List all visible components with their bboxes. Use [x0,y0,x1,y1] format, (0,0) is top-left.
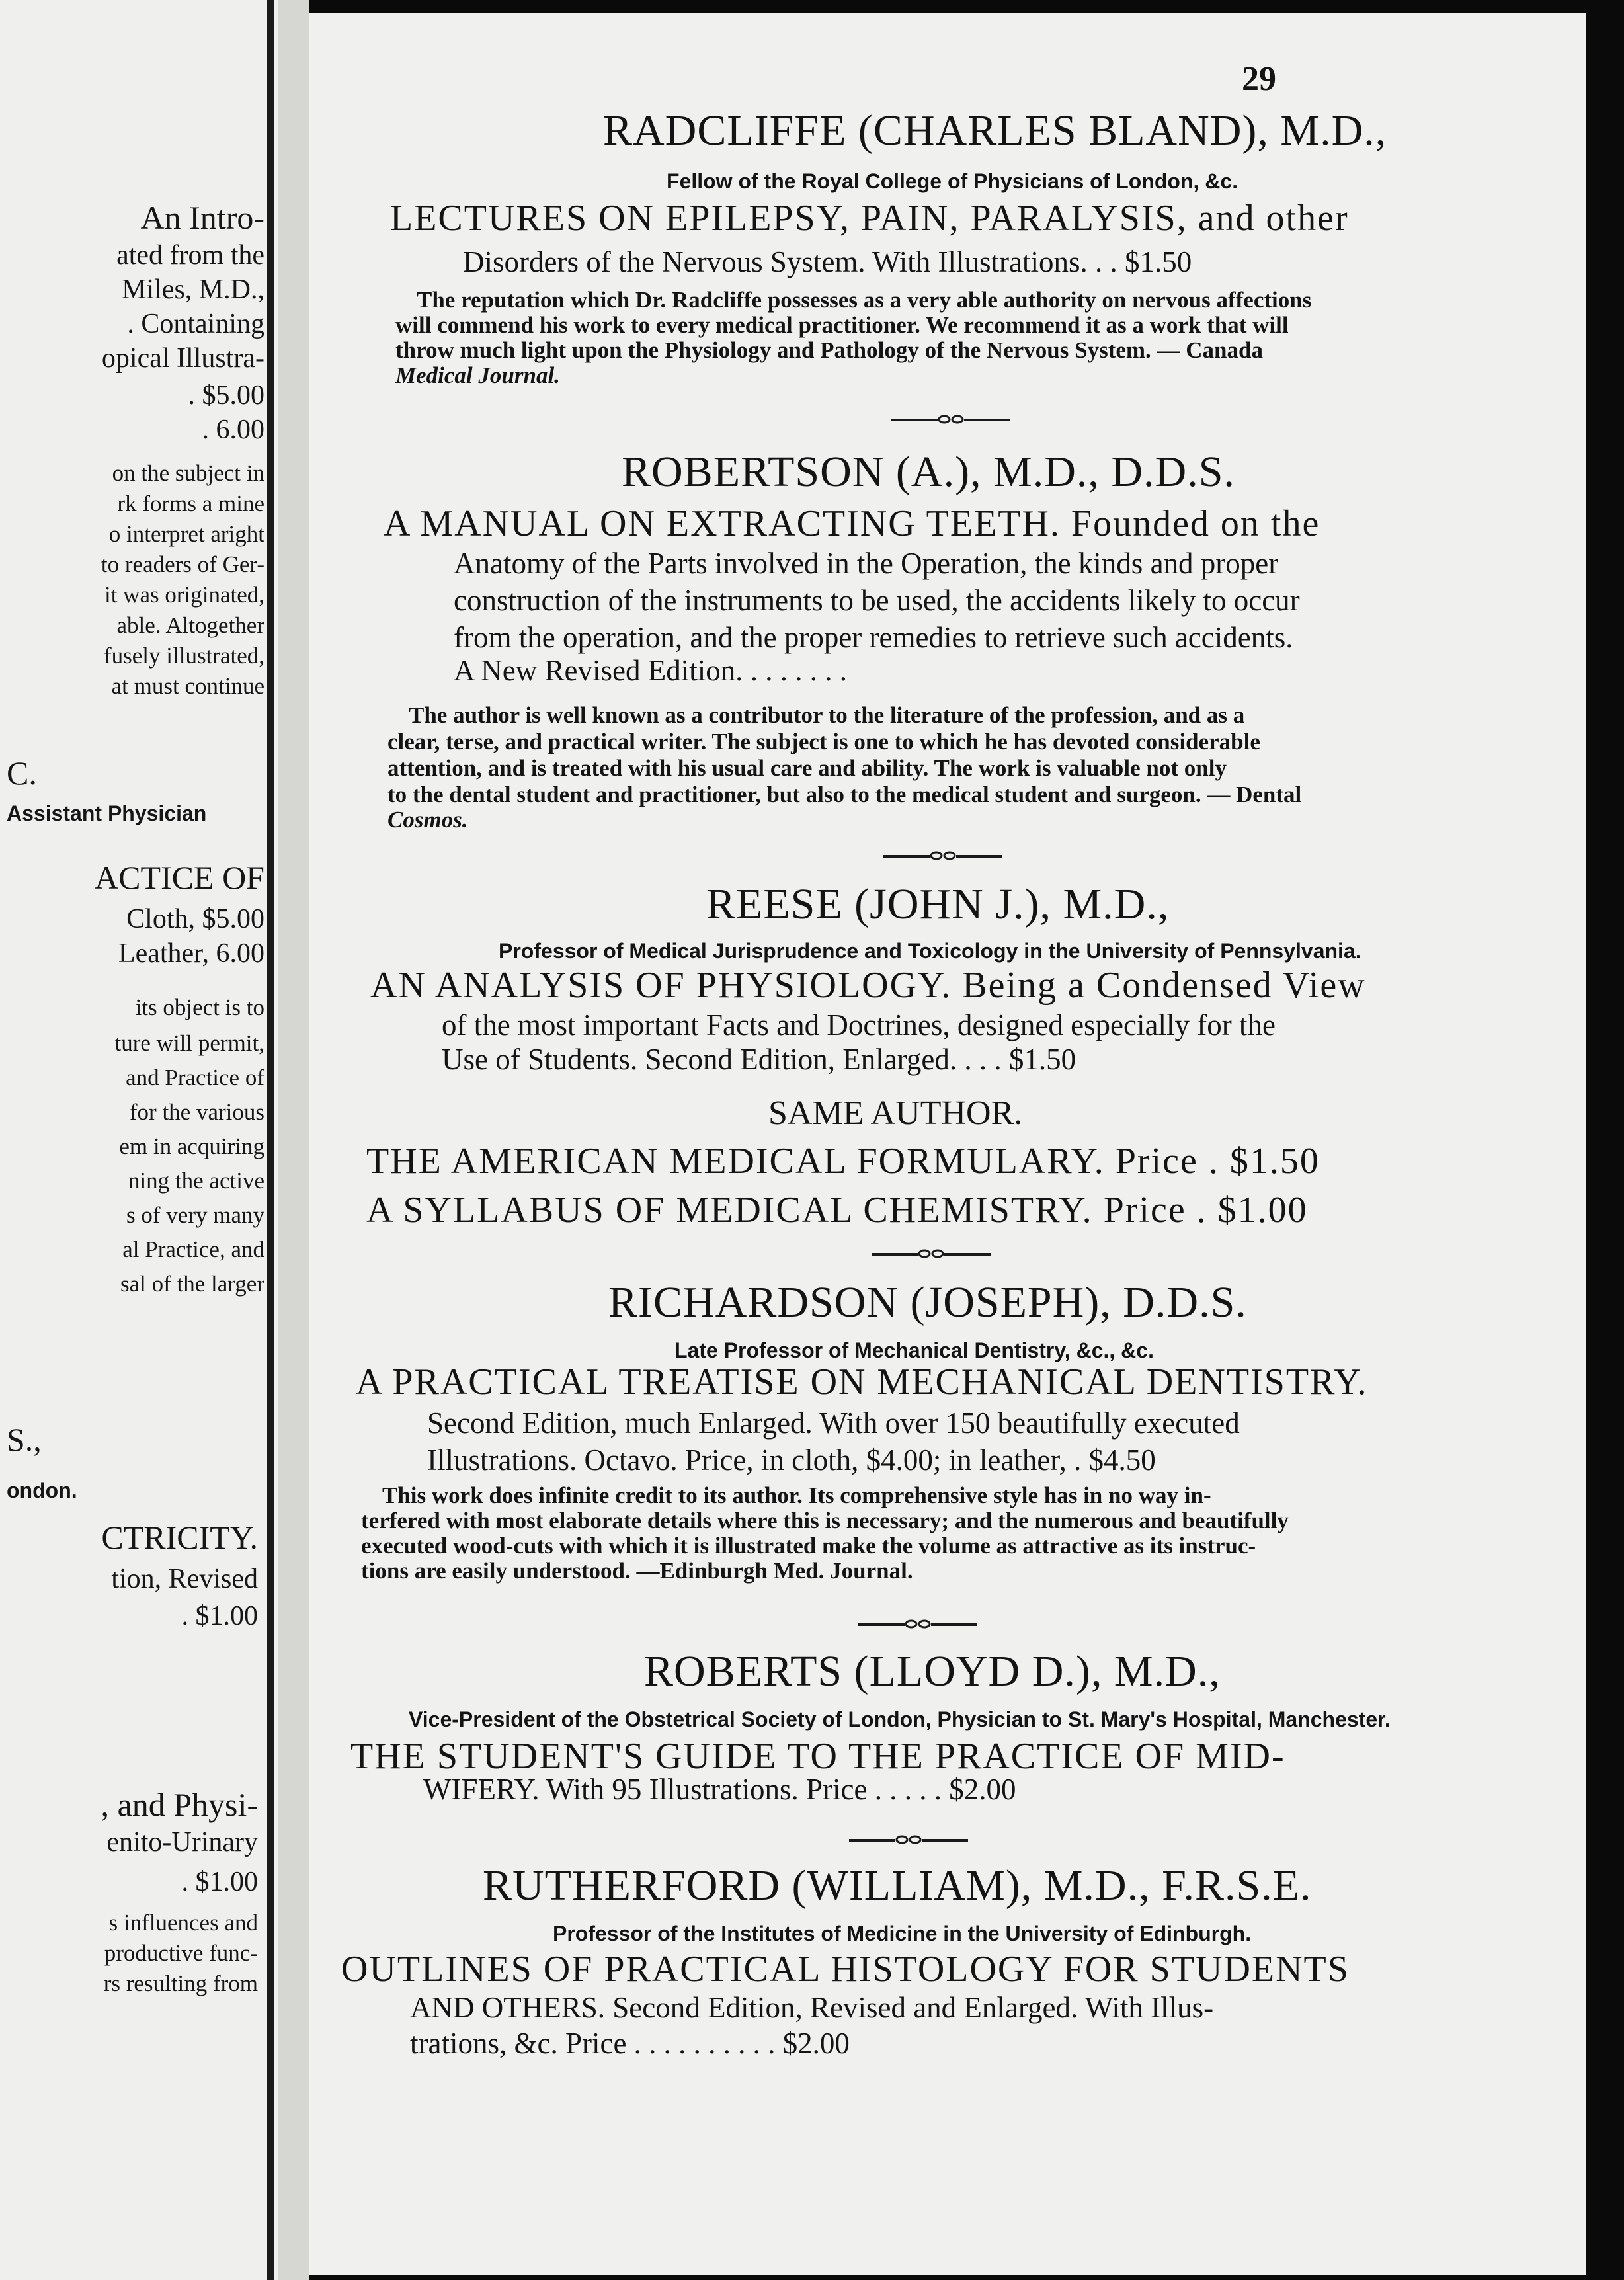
review-line: clear, terse, and practical writer. The subject is one to which he has devoted considerable [387,729,1260,754]
left-text-line: for the various [129,1099,264,1125]
review-line: terfered with most elaborate details where this is necessary; and the numerous and beautifully [361,1508,1289,1533]
book-description: construction of the instruments to be used, the accidents likely to occur [454,584,1300,617]
book-description: AND OTHERS. Second Edition, Revised and Enlarged. With Illus- [410,1991,1214,2024]
review-line: The author is well known as a contributor to the literature of the profession, and as a [409,702,1245,728]
left-text-line: s influences and [108,1910,258,1935]
author-heading: ROBERTSON (A.), M.D., D.D.S. [622,448,1235,496]
left-text-line: o interpret aright [108,521,264,547]
author-heading: RUTHERFORD (WILLIAM), M.D., F.R.S.E. [483,1861,1312,1910]
book-title: THE AMERICAN MEDICAL FORMULARY. Price . $1.50 [366,1141,1320,1182]
right-page [309,13,1586,2275]
left-text-line: . Containing [127,309,264,339]
author-affiliation: Fellow of the Royal College of Physicians of London, &c. [667,169,1238,193]
review-line: will commend his work to every medical practitioner. We recommend it as a work that will [395,312,1289,338]
left-text-line: . $5.00 [188,380,264,411]
book-title: LECTURES ON EPILEPSY, PAIN, PARALYSIS, and other [390,198,1349,239]
review-line: The reputation which Dr. Radcliffe possesses as a very able authority on nervous affections [417,287,1312,313]
left-text-line: sal of the larger [120,1271,264,1297]
review-source: Cosmos. [387,807,468,833]
author-heading: ROBERTS (LLOYD D.), M.D., [644,1647,1221,1695]
book-description: Disorders of the Nervous System. With Illustrations. . . $1.50 [463,245,1192,278]
left-text-line: ture will permit, [114,1030,264,1056]
left-text-line: opical Illustra- [101,343,264,374]
author-affiliation: Late Professor of Mechanical Dentistry, &c., &c. [674,1338,1154,1362]
page-gutter-line [267,0,274,2280]
book-description: Anatomy of the Parts involved in the Operation, the kinds and proper [454,547,1279,580]
author-heading: RADCLIFFE (CHARLES BLAND), M.D., [603,106,1387,155]
left-text-line: and Practice of [126,1065,264,1090]
left-text-line: Assistant Physician [7,801,207,825]
section-divider [858,1617,977,1631]
left-text-line: , and Physi- [101,1786,258,1823]
author-affiliation: Vice-President of the Obstetrical Society of London, Physician to St. Mary's Hospital, Manchester. [409,1707,1391,1731]
left-text-line: at must continue [111,673,264,699]
section-divider [849,1833,968,1846]
left-text-line: ondon. [7,1479,77,1502]
left-text-line: it was originated, [104,582,264,608]
review-line: to the dental student and practitioner, but also to the medical student and surgeon. — Dental [387,782,1302,807]
left-text-line: enito-Urinary [106,1827,258,1857]
left-text-line: S., [7,1421,42,1458]
book-description: WIFERY. With 95 Illustrations. Price . . . . . $2.00 [423,1773,1016,1806]
left-text-line: Leather, 6.00 [118,938,264,969]
book-title: OUTLINES OF PRACTICAL HISTOLOGY FOR STUDENTS [341,1949,1350,1990]
left-text-line: rk forms a mine [117,491,264,516]
book-description: Second Edition, much Enlarged. With over 150 beautifully executed [427,1406,1240,1440]
left-text-line: . $1.00 [181,1867,258,1897]
left-text-line: productive func- [104,1940,258,1966]
left-text-line: Miles, M.D., [122,274,264,305]
page-number: 29 [1242,60,1276,98]
same-author-heading: SAME AUTHOR. [768,1094,1023,1132]
author-heading: REESE (JOHN J.), M.D., [706,880,1170,928]
left-text-line: CTRICITY. [101,1519,258,1556]
section-divider [891,413,1010,426]
left-text-line: An Intro- [140,199,264,236]
section-divider [872,1247,991,1260]
left-text-line: em in acquiring [119,1133,264,1159]
book-description: A New Revised Edition. . . . . . . . [454,654,847,687]
left-text-line: its object is to [135,995,264,1020]
book-title: AN ANALYSIS OF PHYSIOLOGY. Being a Condensed View [370,965,1366,1006]
section-divider [883,849,1002,862]
left-page [0,0,278,2280]
left-text-line: s of very many [126,1202,264,1228]
review-line: throw much light upon the Physiology and Pathology of the Nervous System. — Canada [395,337,1263,363]
book-description: Use of Students. Second Edition, Enlarged. . . . $1.50 [442,1043,1076,1076]
review-source: Medical Journal. [395,362,560,388]
author-heading: RICHARDSON (JOSEPH), D.D.S. [608,1278,1247,1326]
review-line: executed wood-cuts with which it is illustrated make the volume as attractive as its instruc- [361,1533,1256,1559]
page-gutter [278,0,309,2280]
book-description: trations, &c. Price . . . . . . . . . . $2.00 [410,2027,850,2060]
left-text-line: ACTICE OF [95,859,264,896]
book-title: A PRACTICAL TREATISE ON MECHANICAL DENTISTRY. [356,1362,1368,1403]
review-line: This work does infinite credit to its author. Its comprehensive style has in no way in- [382,1483,1211,1508]
left-text-line: ated from the [116,240,264,270]
book-title: THE STUDENT'S GUIDE TO THE PRACTICE OF MID- [350,1736,1285,1777]
left-text-line: rs resulting from [103,1971,258,1996]
author-affiliation: Professor of the Institutes of Medicine in the University of Edinburgh. [553,1922,1252,1945]
left-text-line: al Practice, and [122,1237,264,1262]
review-line: attention, and is treated with his usual care and ability. The work is valuable not only [387,755,1227,781]
left-text-line: to readers of Ger- [101,551,264,577]
left-text-line: C. [7,754,37,792]
book-description: from the operation, and the proper remedies to retrieve such accidents. [454,621,1293,654]
left-text-line: ning the active [128,1168,264,1194]
left-text-line: on the subject in [112,460,264,486]
left-text-line: tion, Revised [111,1564,258,1594]
left-text-line: able. Altogether [116,612,264,638]
book-description: of the most important Facts and Doctrines, designed especially for the [442,1008,1276,1041]
left-text-line: . 6.00 [202,415,264,445]
author-affiliation: Professor of Medical Jurisprudence and Toxicology in the University of Pennsylvania. [499,939,1361,963]
left-text-line: . $1.00 [181,1601,258,1631]
book-title: A MANUAL ON EXTRACTING TEETH. Founded on the [384,503,1320,544]
left-text-line: fusely illustrated, [103,643,264,669]
left-text-line: Cloth, $5.00 [126,904,264,934]
scan-edge [1586,0,1624,2280]
book-description: Illustrations. Octavo. Price, in cloth, $4.00; in leather, . $4.50 [427,1444,1156,1477]
review-line: tions are easily understood. —Edinburgh Med. Journal. [361,1558,913,1584]
book-title: A SYLLABUS OF MEDICAL CHEMISTRY. Price . $1.00 [366,1190,1308,1231]
